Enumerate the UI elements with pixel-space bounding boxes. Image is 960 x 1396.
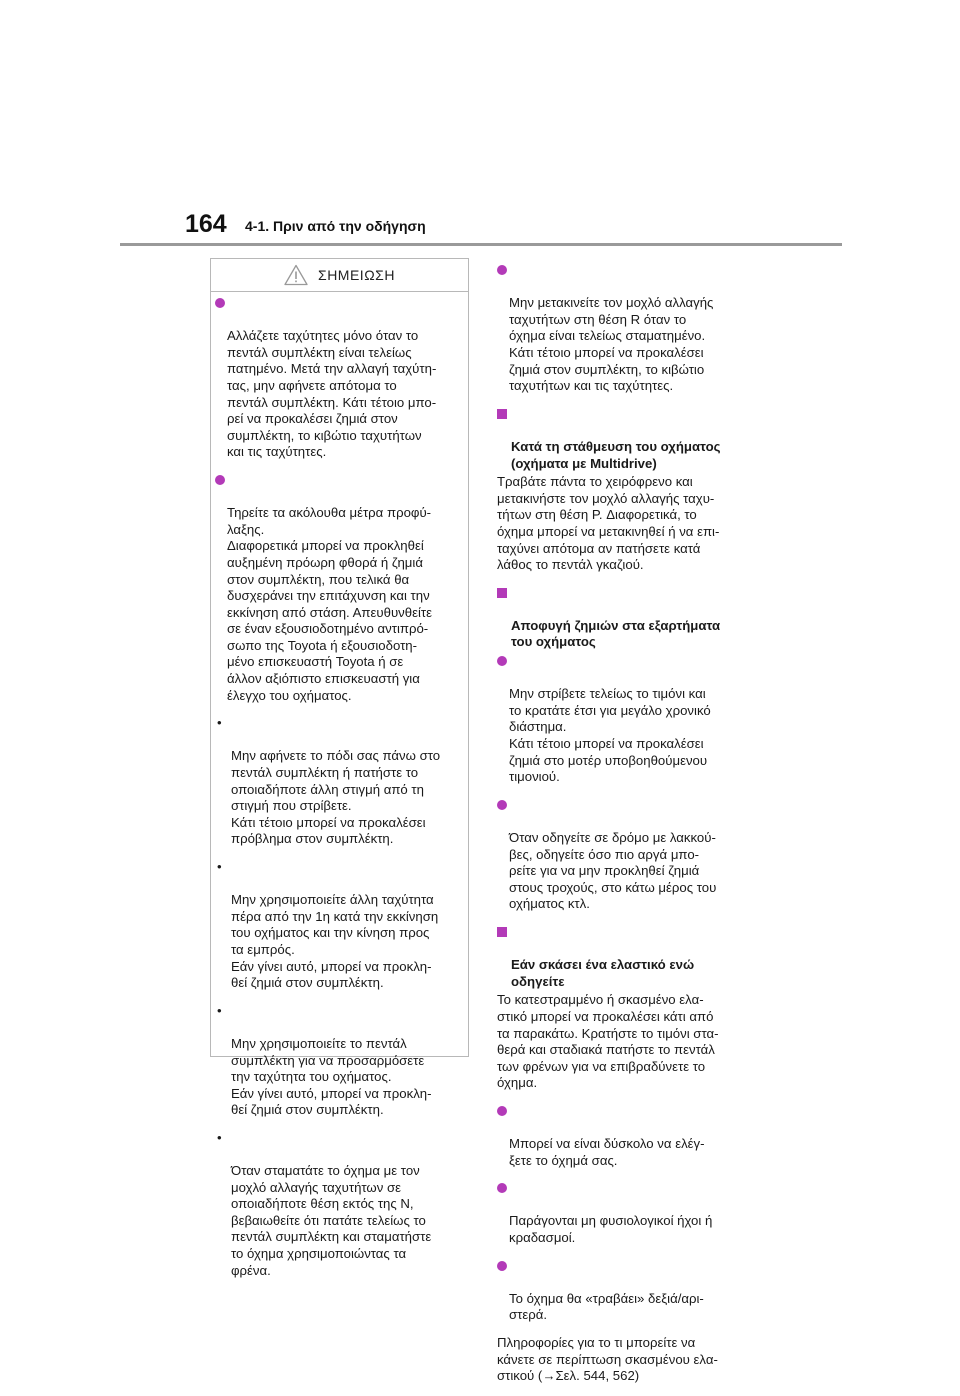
note-subbullet [217, 1130, 465, 1279]
paragraph-closing: Πληροφορίες για το τι μπορείτε να κάνετε σε περίπτωση σκασμένου ελα- στικού (→Σελ. 544, 562) [497, 1335, 718, 1384]
bullet-mark: • [217, 1129, 222, 1145]
note-subbullet [217, 715, 465, 848]
warning-triangle-icon [284, 264, 308, 286]
note-header [211, 259, 468, 292]
bullet-mark: • [217, 859, 222, 874]
note-title: ΣΗΜΕΙΩΣΗ [318, 267, 395, 283]
section-heading-parking: Κατά τη στάθμευση του οχήματος (οχήματα με Multidrive) [497, 406, 752, 472]
note-item-text: Αλλάζετε ταχύτητες μόνο όταν το πεντάλ συμπλέκτη είναι τελείως πατημένο. Μετά την αλλαγή ταχύτη- τας, μην αφήνετε απότομα το πεντάλ συμπλέκτη. Κάτι τέτοιο μπο- ρεί να προκαλέσει ζημιά στον συμπλέκτη, το κιβώτιο ταχυτήτων και τις ταχύτητες. [227, 328, 437, 460]
bullet-dot-icon [497, 1106, 507, 1116]
bullet-dot-icon [497, 265, 507, 275]
list-item: Όταν οδηγείτε σε δρόμο με λακκού- βες, οδηγείτε όσο πιο αργά μπο- ρείτε για να μην προκληθεί ζημιά στους τροχούς, στο κάτω μέρος του οχήματος κτλ. [497, 797, 752, 913]
square-bullet-icon [497, 409, 507, 419]
section-title: 4-1. Πριν από την οδήγηση [245, 218, 426, 234]
note-subbullet [217, 1003, 465, 1119]
note-item [497, 262, 752, 395]
list-item: Μην στρίβετε τελείως το τιμόνι και το κρατάτε έτσι για μεγάλο χρονικό διάστημα. Κάτι τέτοιο μπορεί να προκαλέσει ζημιά στο μοτέρ υποβοηθούμενου τιμονιού. [497, 653, 752, 786]
list-item: Μπορεί να είναι δύσκολο να ελέγ- ξετε το όχημά σας. [497, 1103, 752, 1169]
paragraph-tire: Το κατεστραμμένο ή σκασμένο ελα- στικό μπορεί να προκαλέσει κάτι από τα παρακάτω. Κρατήστε το τιμόνι στα- θερά και σταδιακά πατήστε το πεντάλ των φρένων για να επιβραδύνετε το όχημα. [497, 992, 719, 1091]
bullet-mark: • [217, 715, 222, 731]
bullet-dot-icon [215, 475, 225, 485]
note-subbullet-text: Μην αφήνετε το πόδι σας πάνω στο πεντάλ συμπλέκτη ή πατήστε το οποιαδήποτε άλλη στιγμή από τη στιγμή που στρίβετε. Κάτι τέτοιο μπορεί να προκαλέσει πρόβλημα στον συμπλέκτη. [231, 748, 441, 847]
bullet-dot-icon [215, 298, 225, 308]
bullet-mark: • [217, 1002, 222, 1018]
list-item: Παράγονται μη φυσιολογικοί ήχοι ή κραδασμοί. [497, 1180, 752, 1246]
square-bullet-icon [497, 927, 507, 937]
right-column [497, 262, 752, 1396]
bullet-dot-icon [497, 800, 507, 810]
square-bullet-icon [497, 588, 507, 598]
header-divider [120, 243, 842, 246]
section-heading-tire: Εάν σκάσει ένα ελαστικό ενώ οδηγείτε [497, 924, 752, 990]
section-heading-parts: Αποφυγή ζημιών στα εξαρτήματα του οχήματος [497, 585, 752, 651]
list-item: Το όχημα θα «τραβάει» δεξιά/αρι- στερά. [497, 1258, 752, 1324]
note-item [215, 295, 465, 461]
bullet-dot-icon [497, 1261, 507, 1271]
note-item [215, 472, 465, 704]
note-item-text: Τηρείτε τα ακόλουθα μέτρα προφύ- λαξης. Διαφορετικά μπορεί να προκληθεί αυξημένη πρόωρη φθορά ή ζημιά στον συμπλέκτη, που τελικά θα δυσχεράνει την επιτάχυνση και την εκκίνηση από στάση. Απευθυνθείτε σε έναν εξουσιοδοτημένο αντιπρό- σωπο της Toyota ή εξουσιοδοτη- μένο επισκευαστή Toyota ή σε άλλον αξιόπιστο επισκευαστή για έλεγχο του οχήματος. [227, 505, 432, 703]
bullet-dot-icon [497, 656, 507, 666]
paragraph-parking: Τραβάτε πάντα το χειρόφρενο και μετακινήστε τον μοχλό αλλαγής ταχυ- τήτων στη θέση P. Διαφορετικά, το όχημα μπορεί να μετακινηθεί ή να επι- ταχύνει απότομα αν πατήσετε κατά λάθος το πεντάλ γκαζιού. [497, 474, 720, 573]
note-content [215, 295, 465, 1290]
page-number: 164 [185, 210, 227, 238]
note-item-text: Μην μετακινείτε τον μοχλό αλλαγής ταχυτήτων στη θέση R όταν το όχημα είναι τελείως σταματημένο. Κάτι τέτοιο μπορεί να προκαλέσει ζημιά στον συμπλέκτη, το κιβώτιο ταχυτήτων και τις ταχύτητες. [509, 295, 714, 394]
note-subbullet-text: Μην χρησιμοποιείτε άλλη ταχύτητα πέρα από την 1η κατά την εκκίνηση του οχήματος και την κίνηση προς τα εμπρός. Εάν γίνει αυτό, μπορεί να προκλη- θεί ζημιά στον συμπλέκτη. [231, 892, 439, 991]
note-subbullet-text: Όταν σταματάτε το όχημα με τον μοχλό αλλαγής ταχυτήτων σε οποιαδήποτε θέση εκτός της N, βεβαιωθείτε ότι πατάτε τελείως το πεντάλ συμπλέκτη και σταματήστε το όχημα χρησιμοποιώντας τα φρένα. [231, 1163, 432, 1278]
note-subbullet [217, 859, 465, 992]
note-subbullet-text: Μην χρησιμοποιείτε το πεντάλ συμπλέκτη για να προσαρμόσετε την ταχύτητα του οχήματος. Εάν γίνει αυτό, μπορεί να προκλη- θεί ζημιά στον συμπλέκτη. [231, 1035, 432, 1118]
bullet-dot-icon [497, 1183, 507, 1193]
